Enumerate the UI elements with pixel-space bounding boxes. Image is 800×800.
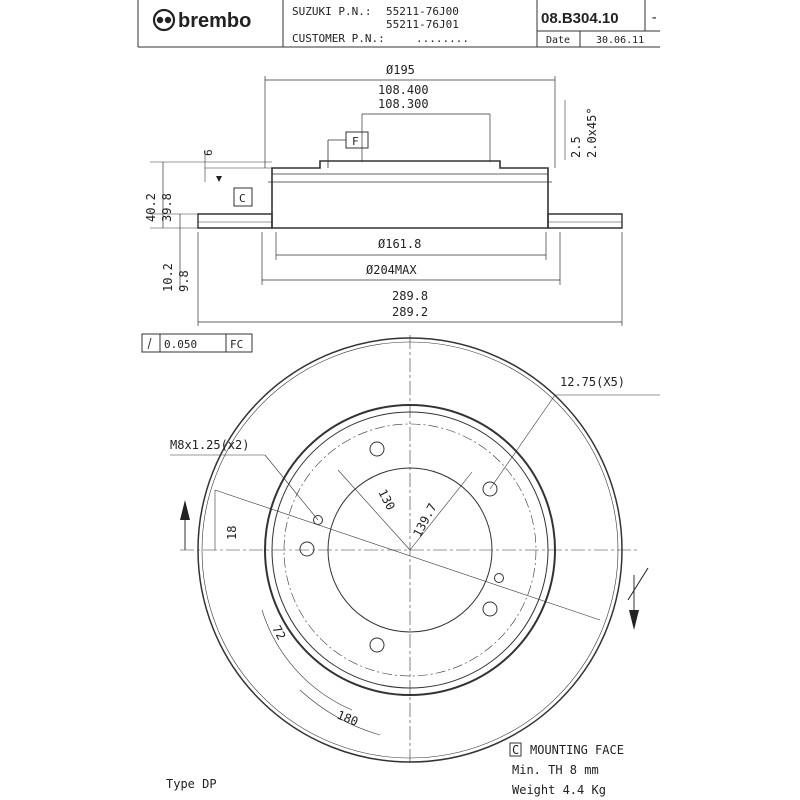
type-note: Type DP <box>166 777 217 791</box>
dim-seventy-two: 72 <box>269 622 289 643</box>
rev-mark: - <box>650 10 659 26</box>
mounting-ref: C <box>512 743 520 757</box>
dim-d204: Ø204MAX <box>366 263 417 277</box>
oem-pn-2: 55211-76J01 <box>386 18 459 31</box>
min-thickness-note: Min. TH 8 mm <box>512 763 599 777</box>
customer-pn-label: CUSTOMER P.N.: <box>292 32 385 45</box>
customer-pn-value: ........ <box>416 32 469 45</box>
tolerance-value: 0.050 <box>164 338 198 351</box>
tolerance-ref: FC <box>230 338 244 351</box>
part-number: 08.B304.10 <box>541 10 619 27</box>
dim-d289-max: 289.8 <box>392 289 429 303</box>
dim-h10-min: 9.8 <box>177 270 191 292</box>
plan-view <box>170 335 660 765</box>
thread-spec: M8x1.25(x2) <box>170 438 250 452</box>
svg-text:brembo: brembo <box>178 10 252 32</box>
dim-h40-max: 40.2 <box>144 193 158 222</box>
date-value: 30.06.11 <box>596 35 645 46</box>
dim-d161: Ø161.8 <box>378 237 422 251</box>
date-label: Date <box>546 35 571 46</box>
dim-pcd-130: 130 <box>375 486 398 513</box>
brembo-logo <box>154 10 251 32</box>
dim-pcd-139: 139.7 <box>410 500 440 540</box>
dim-d108-min: 108.300 <box>378 97 429 111</box>
dim-d289-min: 289.2 <box>392 305 429 319</box>
chamfer-b: 2.0x45° <box>585 107 599 158</box>
datum-f: F <box>352 135 359 148</box>
section-arrow-right-icon <box>629 610 639 630</box>
mounting-face-note: MOUNTING FACE <box>530 743 624 757</box>
section-arc-icon <box>628 568 648 600</box>
dim-d108-max: 108.400 <box>378 83 429 97</box>
oem-pn-label: SUZUKI P.N.: <box>292 5 372 18</box>
section-view <box>150 76 622 326</box>
dim-d195: Ø195 <box>386 63 415 77</box>
hole-spec: 12.75(X5) <box>560 375 626 389</box>
dim-h10-max: 10.2 <box>161 263 175 292</box>
dim-six: 6 <box>202 149 215 156</box>
dim-one-eighty: 180 <box>334 707 361 729</box>
datum-c: C <box>239 192 246 205</box>
datum-c-arrow <box>216 176 222 182</box>
weight-note: Weight 4.4 Kg <box>512 783 606 797</box>
chamfer-a: 2.5 <box>569 136 583 158</box>
dim-h40-min: 39.8 <box>160 193 174 222</box>
oem-pn-1: 55211-76J00 <box>386 5 459 18</box>
dim-eighteen: 18 <box>225 525 239 540</box>
section-arrow-left-icon <box>180 500 190 520</box>
